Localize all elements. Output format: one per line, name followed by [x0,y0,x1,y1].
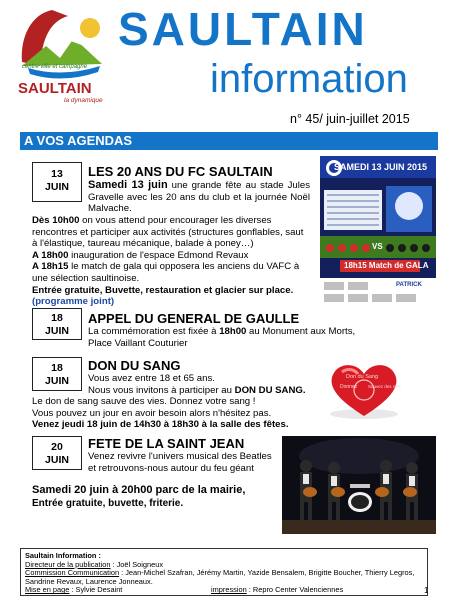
date-box [32,308,82,340]
masthead-title: SAULTAIN [118,3,368,55]
logo-subtitle: la dynamique [64,97,103,104]
page-number: 1 [424,586,429,595]
event-description: Vous avez entre 18 et 65 ans. Nous vous invitons à participer au DON DU SANG. [88,373,306,396]
date-month: JUIN [45,181,69,193]
event-info: Entrée gratuite, buvette, friterie. [32,498,184,509]
logo-tagline: centre ville et campagne [22,64,88,70]
poster-sponsor: PATRICK [396,282,422,288]
heart-text: Don du Sang [346,374,379,380]
poster-headline: SAMEDI 13 JUIN 2015 [334,162,428,172]
saultain-logo [12,6,112,116]
poster-vs: VS [372,242,383,251]
heart-text: Sauvez des vies [368,384,401,389]
event-description: Venez revivre l'univers musical des Beatles et retrouvons-nous autour du feu géant [88,451,272,474]
date-month: JUIN [45,375,69,387]
event-title: APPEL DU GENERAL DE GAULLE [88,311,300,326]
blood-donation-heart [322,360,406,420]
footer-layout: Mise en page : Sylvie Desaint impression : Repro Center Valenciennes [25,585,344,595]
footer-commission: Commission Communication : Jean-Michel Szafran, Jérémy Martin, Yazide Bensalem, Brigitte Boucher, Thierry Legros, Sandrine Revaux, Laurence Jonneaux. [25,568,415,586]
event-title: FETE DE LA SAINT JEAN [88,436,245,451]
footer-credits [20,548,428,596]
event-details: Dès 10h00 on vous attend pour encourager les diverses rencontres et participer aux activités (structures gonflables, saut à l'élastique, taureau mécanique, balade à poney…) A 18h00 inauguration de l'espace Edmond Revaux A 18h15 le match de gala qui opposera les anciens du VAFC à une sélection saultinoise. Entrée gratuite, Buvette, restauration et glacier sur place. (programme joint) [32,215,304,308]
event-description: Samedi 13 juin une grande fête au stade Jules Gravelle avec les 20 ans du club et la journée Noël Malvache. [88,179,310,215]
logo-name: SAULTAIN [18,80,92,97]
date-day: 18 [51,362,63,374]
fc-saultain-poster [320,156,436,306]
band-graphic [282,436,436,534]
footer-print: impression : Repro Center Valenciennes [211,585,344,595]
footer-director: Directeur de la publication : Joël Soigneux [25,559,164,569]
event-details: Le don de sang sauve des vies. Donnez votre sang ! Vous pouvez un jour en avoir besoin alors n'hésitez pas. Venez jeudi 18 juin de 14h30 à 18h30 à la salle des fêtes. [32,396,289,431]
event-description: La commémoration est fixée à 18h00 au Monument aux Morts, Place Vaillant Couturier [88,326,356,349]
date-day: 20 [51,441,63,453]
date-box [32,436,82,470]
beatles-band-photo [282,436,436,534]
footer-heading: Saultain Information : [25,551,101,560]
date-day: 18 [51,312,63,324]
date-day: 13 [51,168,63,180]
masthead-subtitle: information [210,57,408,101]
date-month: JUIN [45,454,69,466]
heart-text: Donnez [340,384,358,390]
agenda-banner: A VOS AGENDAS [20,132,438,150]
event-datetime: Samedi 20 juin à 20h00 parc de la mairie, [32,484,246,496]
date-box [32,357,82,391]
date-box [32,162,82,202]
issue-number: n° 45/ juin-juillet 2015 [290,112,410,126]
date-month: JUIN [45,325,69,337]
poster-subline: 18h15 Match de GALA [344,261,429,270]
event-title: LES 20 ANS DU FC SAULTAIN [88,164,273,179]
heart-graphic [322,360,406,420]
event-title: DON DU SANG [88,358,181,373]
